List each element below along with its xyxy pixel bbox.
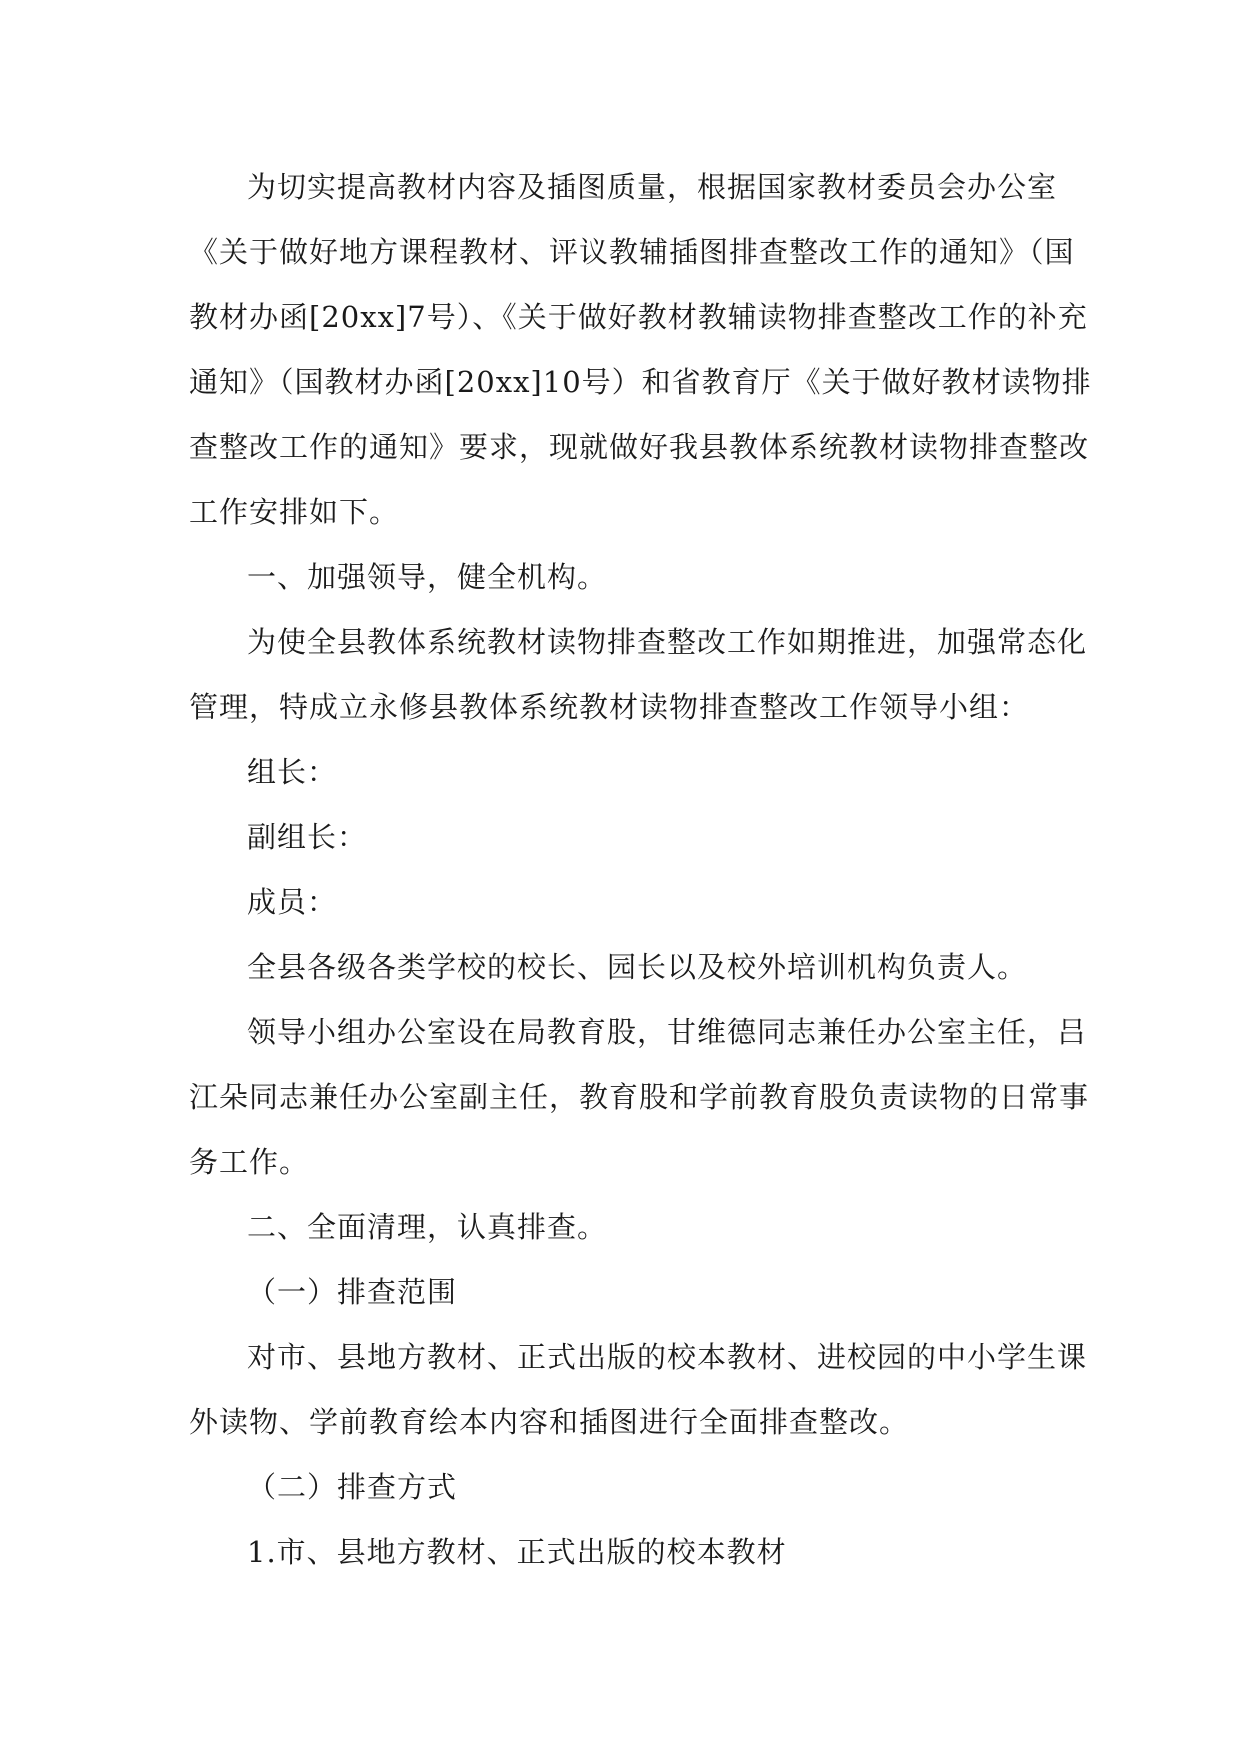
text-line: 领导小组办公室设在局教育股，甘维德同志兼任办公室主任，吕	[247, 1015, 1088, 1049]
text-line: （二）排查方式	[247, 1470, 458, 1504]
section-heading-2	[189, 1195, 1051, 1260]
text-line: 全县各级各类学校的校长、园长以及校外培训机构负责人。	[247, 950, 1028, 984]
text-line: 组长：	[247, 755, 338, 789]
paragraph-office	[189, 1000, 1090, 1195]
paragraph-group-setup	[189, 610, 1088, 740]
text-line: 对市、县地方教材、正式出版的校本教材、进校园的中小学生课	[247, 1340, 1088, 1374]
text-line: 工作安排如下。	[189, 495, 400, 529]
subheading-method	[189, 1455, 1051, 1520]
text-line: 查整改工作的通知》要求，现就做好我县教体系统教材读物排查整改	[189, 430, 1090, 464]
paragraph-scope	[189, 1325, 1088, 1455]
text-line: 二、全面清理，认真排查。	[247, 1210, 608, 1244]
text-line: 为切实提高教材内容及插图质量，根据国家教材委员会办公室	[247, 170, 1058, 204]
text-line: 《关于做好地方课程教材、评议教辅插图排查整改工作的通知》（国	[189, 235, 1075, 269]
paragraph-leader	[189, 740, 1051, 805]
document-body	[189, 155, 1092, 1585]
text-line: 1.市、县地方教材、正式出版的校本教材	[247, 1535, 787, 1569]
text-line: 副组长：	[247, 820, 368, 854]
paragraph-deputy-leader	[189, 805, 1051, 870]
text-line: 管理，特成立永修县教体系统教材读物排查整改工作领导小组：	[189, 690, 1030, 724]
text-line: 一、加强领导，健全机构。	[247, 560, 608, 594]
text-line: 通知》（国教材办函[20xx]10号）和省教育厅《关于做好教材读物排	[189, 365, 1092, 399]
paragraph-members-detail	[189, 935, 1051, 1000]
section-heading-1	[189, 545, 1051, 610]
text-line: 务工作。	[189, 1145, 310, 1179]
text-line: 教材办函[20xx]7号）、《关于做好教材教辅读物排查整改工作的补充	[189, 300, 1088, 334]
paragraph-intro	[189, 155, 1092, 545]
text-line: 为使全县教体系统教材读物排查整改工作如期推进，加强常态化	[247, 625, 1088, 659]
text-line: 成员：	[247, 885, 338, 919]
paragraph-members	[189, 870, 1051, 935]
list-item-1	[189, 1520, 1051, 1585]
text-line: 江朵同志兼任办公室副主任，教育股和学前教育股负责读物的日常事	[189, 1080, 1090, 1114]
subheading-scope	[189, 1260, 1051, 1325]
text-line: 外读物、学前教育绘本内容和插图进行全面排查整改。	[189, 1405, 910, 1439]
text-line: （一）排查范围	[247, 1275, 458, 1309]
